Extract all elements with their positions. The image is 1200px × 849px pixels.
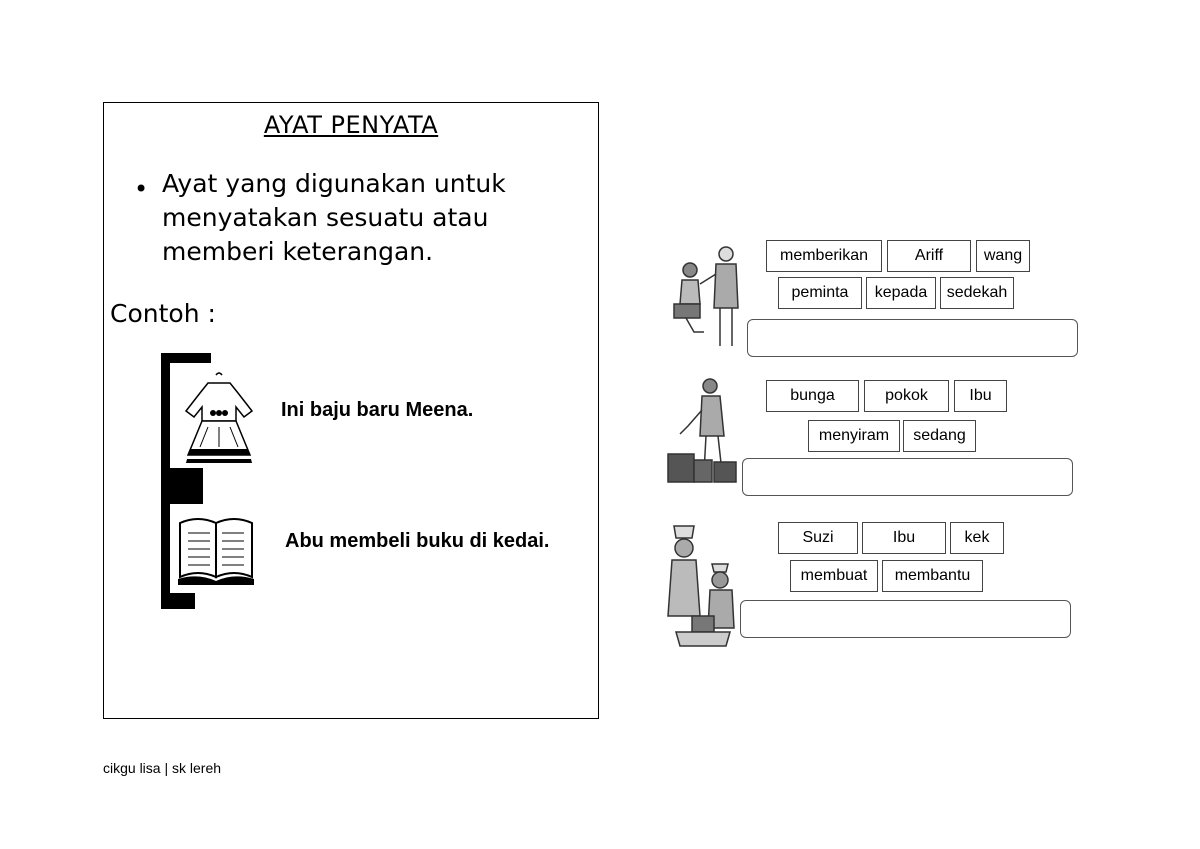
bracket-top <box>161 353 211 363</box>
word-card[interactable]: sedang <box>903 420 976 452</box>
answer-box[interactable] <box>747 319 1078 357</box>
bullet-dot: • <box>134 175 149 203</box>
bracket-middle <box>161 468 203 504</box>
beggar-illustration-icon <box>668 240 746 352</box>
gardener-illustration-icon <box>666 376 740 488</box>
word-card[interactable]: Ibu <box>954 380 1007 412</box>
word-card[interactable]: membuat <box>790 560 878 592</box>
dress-icon <box>178 371 260 467</box>
word-card[interactable]: peminta <box>778 277 862 309</box>
word-card[interactable]: Ariff <box>887 240 971 272</box>
word-card[interactable]: Suzi <box>778 522 858 554</box>
word-card[interactable]: wang <box>976 240 1030 272</box>
word-card[interactable]: pokok <box>864 380 949 412</box>
word-card[interactable]: kek <box>950 522 1004 554</box>
word-card[interactable]: Ibu <box>862 522 946 554</box>
answer-box[interactable] <box>740 600 1071 638</box>
book-icon <box>176 513 258 589</box>
example-sentence-1: Ini baju baru Meena. <box>281 399 474 421</box>
definition-text: Ayat yang digunakan untuk menyatakan sesuatu atau memberi keterangan. <box>162 169 506 266</box>
info-box <box>103 102 599 719</box>
example-sentence-2: Abu membeli buku di kedai. <box>285 530 550 552</box>
footer-text: cikgu lisa | sk lereh <box>103 760 222 776</box>
word-card[interactable]: sedekah <box>940 277 1014 309</box>
answer-box[interactable] <box>742 458 1073 496</box>
word-card[interactable]: bunga <box>766 380 859 412</box>
word-card[interactable]: memberikan <box>766 240 882 272</box>
contoh-label: Contoh : <box>110 299 216 328</box>
word-card[interactable]: menyiram <box>808 420 900 452</box>
page-title: AYAT PENYATA <box>263 111 439 139</box>
baking-illustration-icon <box>666 520 740 652</box>
bracket-bottom <box>161 593 195 609</box>
word-card[interactable]: membantu <box>882 560 983 592</box>
word-card[interactable]: kepada <box>866 277 936 309</box>
